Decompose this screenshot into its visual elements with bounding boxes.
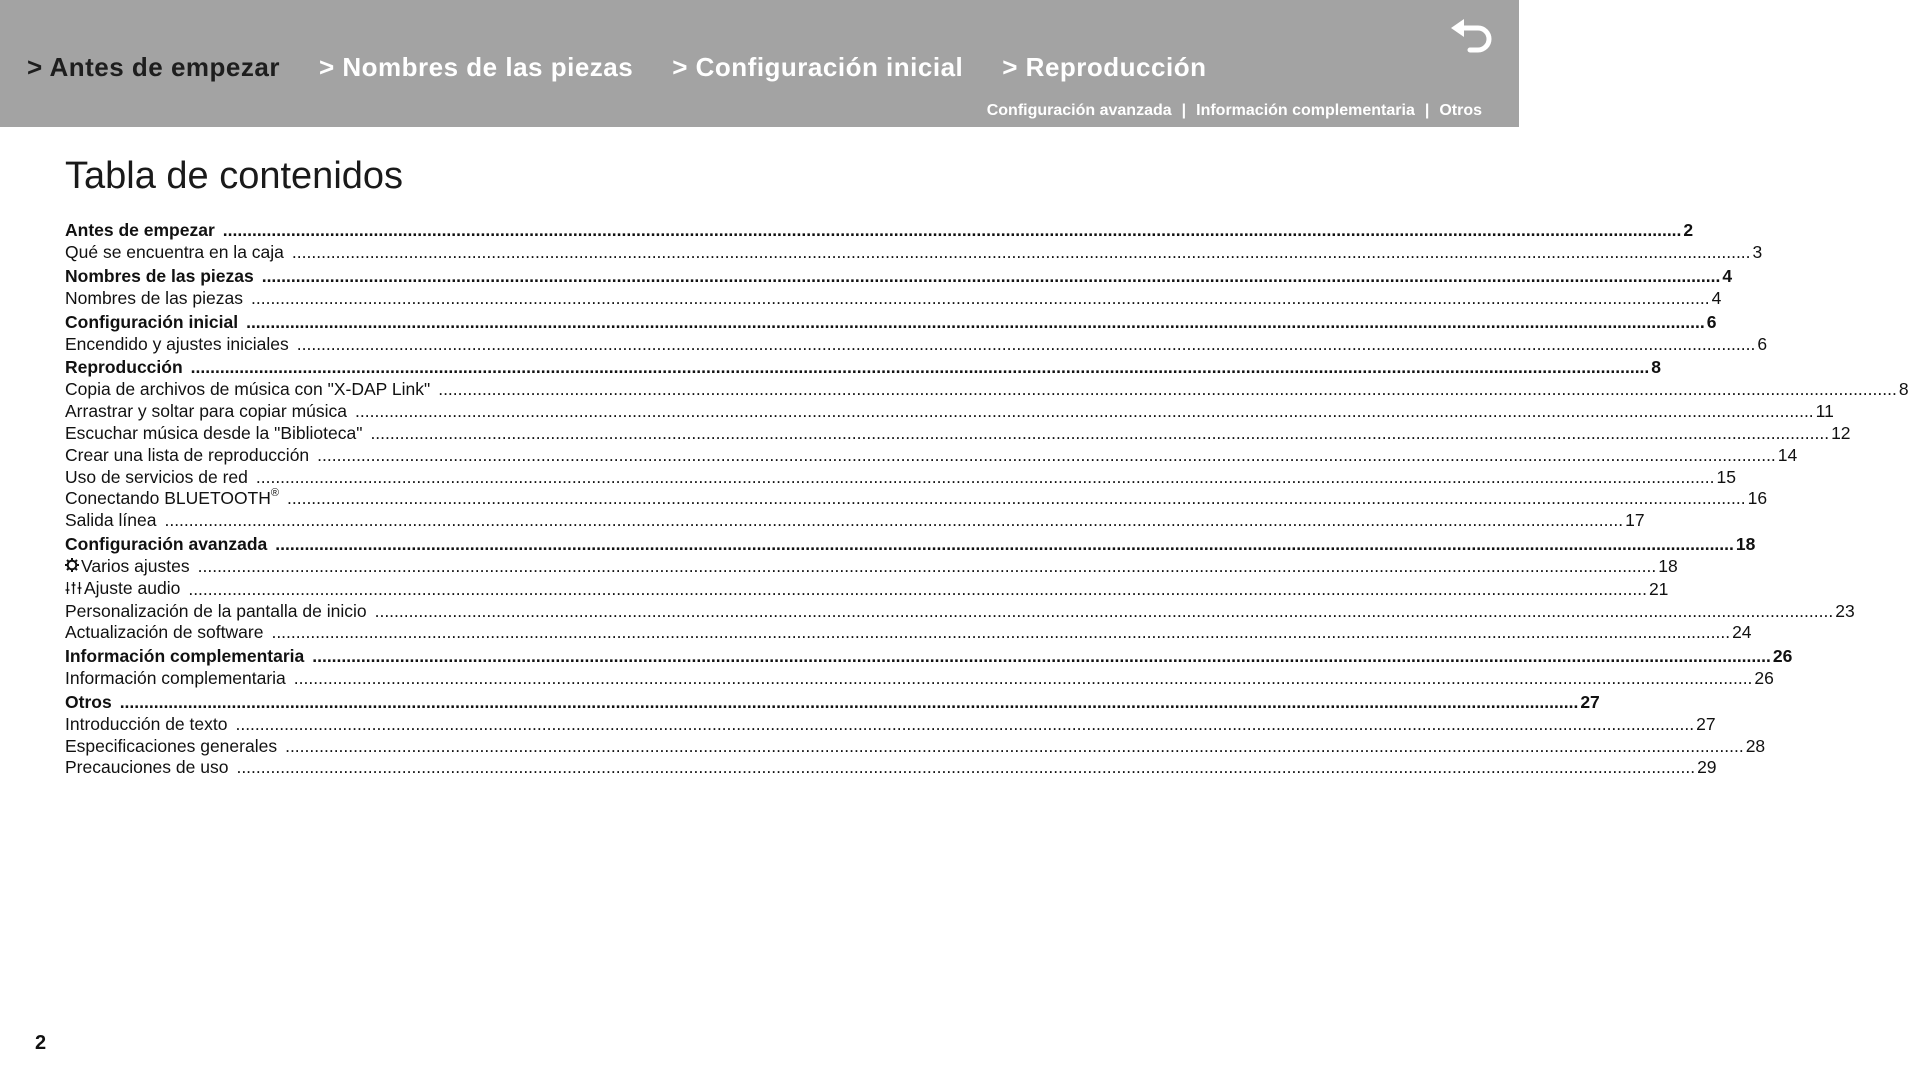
toc-label (65, 690, 120, 714)
toc-leader-dots: ............................................................................................................................................................................................................................................................................................................ (438, 379, 1897, 400)
toc-label-text: Conectando BLUETOOTH (65, 488, 271, 509)
toc-entry-row[interactable] (65, 713, 1716, 736)
toc-label-text: Configuración avanzada (65, 533, 268, 554)
toc-leader-dots: ............................................................................................................................................................................................................................................................................................................ (285, 735, 1744, 756)
back-arrow-icon[interactable] (1448, 16, 1498, 58)
nav-otros[interactable]: Otros (1439, 102, 1482, 119)
toc-leader-dots: ............................................................................................................................................................................................................................................................................................................ (355, 401, 1814, 422)
toc-label-text: Introducción de texto (65, 713, 228, 734)
toc-label-text: Precauciones de uso (65, 757, 229, 778)
toc-leader-dots: ............................................................................................................................................................................................................................................................................................................ (251, 287, 1710, 308)
toc-label (65, 310, 246, 334)
header-bar (0, 0, 1519, 127)
toc-label-text: Copia de archivos de música con "X-DAP Link" (65, 379, 431, 400)
toc-label (65, 423, 370, 445)
toc-section-row[interactable] (65, 218, 1694, 242)
toc-label (65, 401, 355, 423)
toc-section-row[interactable] (65, 310, 1717, 334)
toc-leader-dots: ............................................................................................................................................................................................................................................................................................................ (271, 622, 1731, 643)
toc-page-number: 18 (1658, 556, 1678, 577)
toc-page-number: 2 (1683, 220, 1694, 240)
toc-leader-dots: ............................................................................................................................................................................................................................................................................................................ (190, 357, 1650, 378)
toc-section-row[interactable] (65, 644, 1793, 668)
toc-leader-dots: ............................................................................................................................................................................................................................................................................................................ (164, 510, 1624, 531)
equalizer-icon (65, 579, 82, 601)
toc-entry-row[interactable] (65, 333, 1768, 356)
toc-entry-row[interactable] (65, 422, 1851, 445)
toc-label-text: Arrastrar y soltar para copiar música (65, 401, 348, 422)
toc-leader-dots: ............................................................................................................................................................................................................................................................................................................ (222, 220, 1682, 240)
toc-label-text: Especificaciones generales (65, 735, 278, 756)
toc-label-text: Información complementaria (65, 646, 305, 667)
toc-page-number: 21 (1648, 578, 1669, 599)
toc-leader-dots: ............................................................................................................................................................................................................................................................................................................ (370, 422, 1830, 443)
toc-label (65, 668, 294, 690)
nav-separator: | (1181, 102, 1187, 119)
toc-page-number: 3 (1752, 242, 1763, 262)
nav-separator: | (1424, 102, 1430, 119)
toc-label (65, 334, 297, 356)
toc-label (65, 622, 271, 644)
toc-section-row[interactable] (65, 532, 1756, 556)
toc-label-text: Otros (65, 691, 112, 712)
toc-page-number: 4 (1722, 265, 1733, 286)
toc-leader-dots: ............................................................................................................................................................................................................................................................................................................ (236, 757, 1696, 778)
toc-page-number: 17 (1625, 510, 1645, 531)
toc-entry-row[interactable] (65, 600, 1855, 623)
toc-label-text: Reproducción (65, 357, 183, 378)
table-of-contents (65, 218, 1909, 779)
toc-leader-dots: ............................................................................................................................................................................................................................................................................................................ (287, 488, 1746, 509)
toc-entry-row[interactable] (65, 622, 1752, 644)
toc-leader-dots: ............................................................................................................................................................................................................................................................................................................ (275, 533, 1734, 554)
toc-label-text: Salida línea (65, 510, 157, 531)
toc-page-number: 8 (1651, 357, 1662, 378)
toc-page-number: 28 (1745, 735, 1766, 756)
toc-leader-dots: ............................................................................................................................................................................................................................................................................................................ (188, 578, 1647, 599)
toc-leader-dots: ............................................................................................................................................................................................................................................................................................................ (293, 668, 1753, 689)
toc-page-number: 26 (1754, 668, 1774, 689)
toc-page-number: 8 (1898, 379, 1909, 400)
toc-label-text: Ajuste audio (84, 578, 181, 599)
page-title: Tabla de contenidos (65, 155, 404, 197)
page-number: 2 (35, 1032, 47, 1054)
toc-label-text: Personalización de la pantalla de inicio (65, 600, 367, 621)
nav-reproduccion[interactable]: > Reproducción (1002, 52, 1207, 82)
toc-entry-row[interactable] (65, 379, 1909, 401)
gear-icon (65, 556, 79, 578)
toc-page-number: 14 (1777, 444, 1798, 465)
toc-entry-row[interactable] (65, 510, 1645, 532)
toc-label-text: Uso de servicios de red (65, 466, 248, 487)
toc-page-number: 24 (1732, 622, 1752, 643)
nav-informacion-complementaria[interactable]: Información complementaria (1196, 102, 1415, 119)
toc-label (65, 510, 164, 532)
toc-label-text: Configuración inicial (65, 311, 239, 332)
toc-label-text: Encendido y ajustes iniciales (65, 333, 289, 354)
toc-label-text: Escuchar música desde la "Biblioteca" (65, 422, 363, 443)
toc-page-number: 16 (1747, 488, 1768, 509)
toc-section-row[interactable] (65, 355, 1662, 379)
toc-page-number: 27 (1580, 691, 1600, 712)
toc-label (65, 714, 235, 736)
toc-page-number: 12 (1831, 422, 1851, 443)
toc-page-number: 11 (1815, 401, 1834, 422)
toc-label-text: Nombres de las piezas (65, 265, 254, 286)
toc-entry-row[interactable] (65, 287, 1722, 310)
toc-page-number: 15 (1716, 466, 1736, 487)
toc-label-text: Información complementaria (65, 668, 286, 689)
toc-page-number: 27 (1696, 713, 1716, 734)
toc-page-number: 29 (1697, 757, 1717, 778)
toc-leader-dots: ............................................................................................................................................................................................................................................................................................................ (317, 444, 1776, 465)
toc-leader-dots: ............................................................................................................................................................................................................................................................................................................ (312, 646, 1771, 667)
toc-label-text: Actualización de software (65, 622, 264, 643)
toc-label-text: Qué se encuentra en la caja (65, 242, 284, 262)
toc-leader-dots: ............................................................................................................................................................................................................................................................................................................ (119, 691, 1579, 712)
toc-label (65, 264, 262, 288)
toc-entry-row[interactable] (65, 555, 1678, 578)
toc-entry-row[interactable] (65, 401, 1834, 423)
toc-label (65, 532, 275, 556)
toc-label (65, 218, 223, 242)
main-nav (27, 52, 1245, 83)
nav-configuracion-avanzada[interactable]: Configuración avanzada (986, 102, 1172, 119)
toc-page-number: 18 (1735, 533, 1756, 554)
toc-label (65, 288, 251, 310)
toc-page-number: 23 (1835, 600, 1855, 621)
toc-page-number: 26 (1772, 646, 1793, 667)
toc-entry-row[interactable] (65, 668, 1774, 690)
toc-leader-dots: ............................................................................................................................................................................................................................................................................................................ (197, 556, 1657, 577)
toc-entry-row[interactable] (65, 757, 1717, 779)
toc-label (65, 601, 375, 623)
toc-label (65, 242, 292, 264)
toc-page-number: 4 (1711, 287, 1722, 308)
toc-label (65, 644, 312, 668)
toc-leader-dots: ............................................................................................................................................................................................................................................................................................................ (255, 466, 1715, 487)
toc-section-row[interactable] (65, 690, 1600, 714)
sub-nav (987, 102, 1482, 120)
toc-section-row[interactable] (65, 264, 1733, 288)
nav-nombres-de-las-piezas[interactable]: > Nombres de las piezas (318, 52, 634, 82)
toc-entry-row[interactable] (65, 578, 1669, 600)
toc-leader-dots: ............................................................................................................................................................................................................................................................................................................ (261, 265, 1721, 286)
toc-label (65, 736, 285, 758)
toc-entry-row[interactable] (65, 444, 1798, 467)
toc-label-text: Antes de empezar (65, 220, 215, 240)
toc-label-text: Varios ajustes (81, 555, 190, 576)
toc-label (65, 556, 198, 578)
toc-leader-dots: ............................................................................................................................................................................................................................................................................................................ (374, 600, 1834, 621)
toc-leader-dots: ............................................................................................................................................................................................................................................................................................................ (246, 311, 1705, 332)
toc-leader-dots: ............................................................................................................................................................................................................................................................................................................ (235, 713, 1695, 734)
toc-leader-dots: ............................................................................................................................................................................................................................................................................................................ (296, 333, 1756, 354)
nav-antes-de-empezar[interactable]: > Antes de empezar (27, 52, 280, 82)
toc-label (65, 379, 438, 401)
toc-label (65, 355, 191, 379)
toc-entry-row[interactable] (65, 242, 1763, 264)
toc-label (65, 467, 256, 489)
toc-label-text: Crear una lista de reproducción (65, 444, 310, 465)
registered-mark: ® (270, 486, 279, 499)
toc-label (65, 445, 317, 467)
toc-leader-dots: ............................................................................................................................................................................................................................................................................................................ (291, 242, 1751, 262)
toc-label (65, 488, 287, 510)
toc-entry-row[interactable] (65, 735, 1766, 758)
toc-page-number: 6 (1757, 333, 1768, 354)
toc-label-text: Nombres de las piezas (65, 287, 243, 308)
toc-label (65, 578, 188, 600)
toc-entry-row[interactable] (65, 466, 1736, 489)
toc-page-number: 6 (1706, 311, 1717, 332)
toc-entry-row[interactable] (65, 486, 1768, 510)
toc-label (65, 757, 236, 779)
nav-configuracion-inicial[interactable]: > Configuración inicial (672, 52, 964, 82)
